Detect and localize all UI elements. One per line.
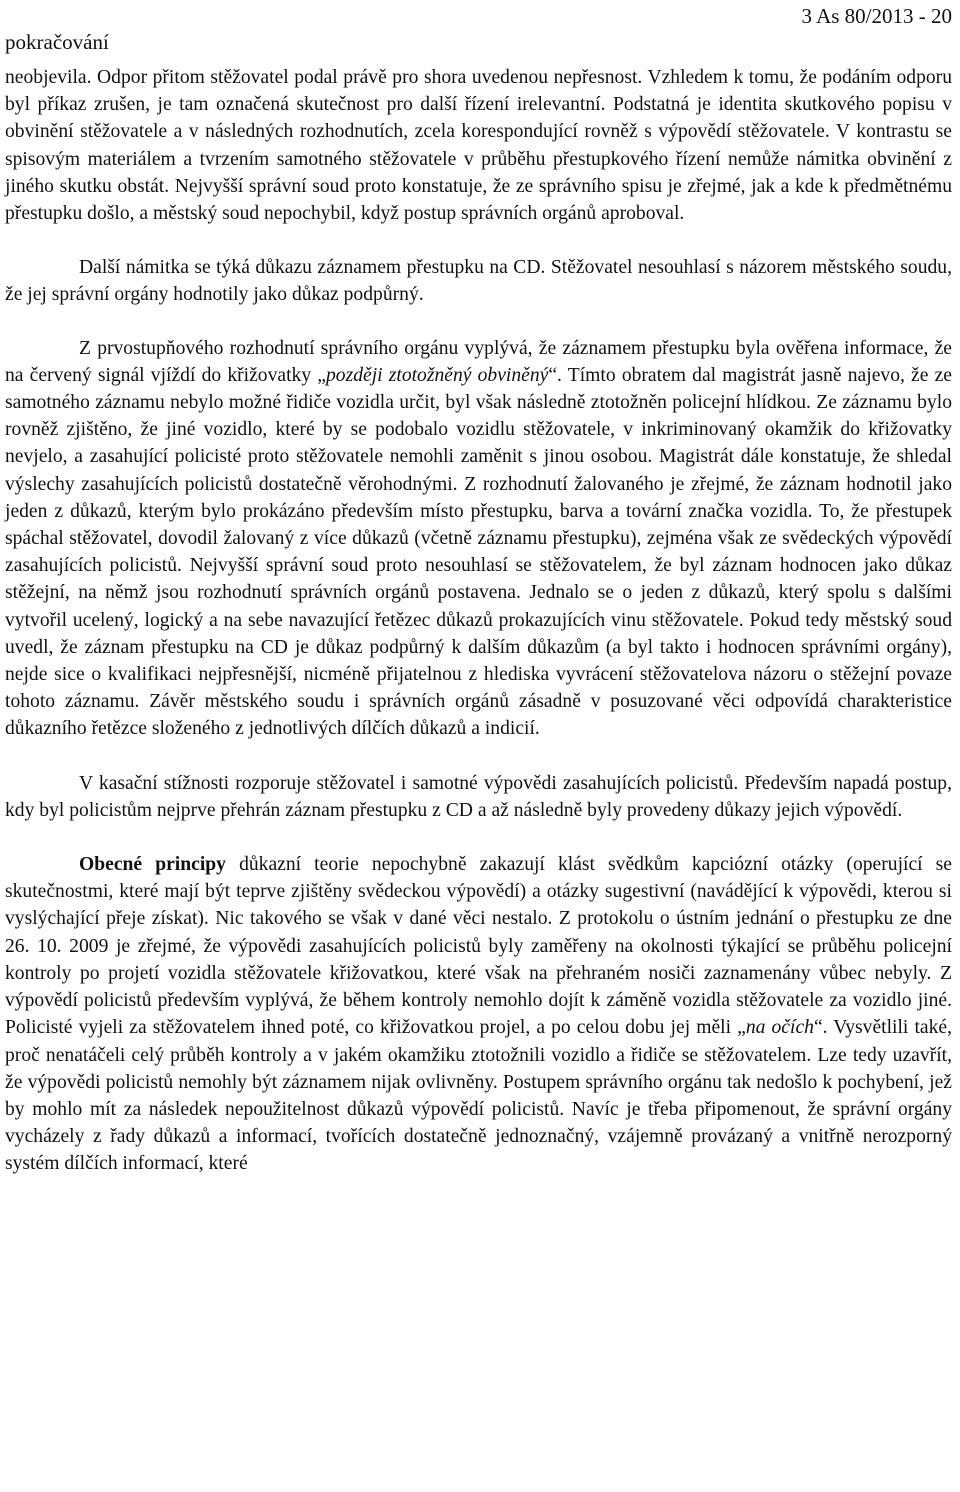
paragraph-5-text-b: “. Vysvětlili také, proč nenatáčeli celý průběh kontroly a v jakém okamžiku ztotožnili vozidlo a řidiče se stěžovatelem. Lze tedy uzavřít, že výpovědi policistů nemohly být záznamem nijak ovlivněny. Postupem správního orgánu tak nedošlo k pochybení, jež by mohlo mít za následek nepoužitelnost důkazů výpovědí policistů. Navíc je třeba připomenout, že správní orgány vycházely z řady důkazů a informací, tvořících dostatečně jednoznačný, vzájemně provázaný a vnitřně nerozporný systém dílčích informací, které <box>5 1017 952 1175</box>
case-number: 3 As 80/2013 - 20 <box>801 4 952 28</box>
paragraph-3 <box>5 335 952 743</box>
paragraph-3-text-b: “. Tímto obratem dal magistrát jasně najevo, že ze samotného záznamu nebylo možné řidiče vozidla určit, byl však následně ztotožněn policejní hlídkou. Ze záznamu bylo rovněž zjištěno, že jiné vozidlo, které by se podobalo vozidlu stěžovatele, v inkriminovaný okamžik do křižovatky nevjelo, a zasahující policisté proto stěžovatele nemohli zaměnit s jinou osobou. Magistrát dále konstatuje, že shledal výslechy zasahujících policistů dostatečně věrohodnými. Z rozhodnutí žalovaného je zřejmé, že záznam hodnotil jako jeden z důkazů, kterým bylo prokázáno především místo přestupku, barva a tovární značka vozidla. To, že přestupek spáchal stěžovatel, dovodil žalovaný z více důkazů (včetně záznamu přestupku), zejména však ze svědeckých výpovědí zasahujících policistů. Nejvyšší správní soud proto nesouhlasí se stěžovatelem, že byl záznam hodnocen jako důkaz stěžejní, na němž jsou rozhodnutí správních orgánů postavena. Jednalo se o jeden z důkazů, který spolu s dalšími vytvořil ucelený, logický a na sebe navazující řetězec důkazů prokazujících vinu stěžovatele. Pokud tedy městský soud uvedl, že záznam přestupku na CD je důkaz podpůrný k dalším důkazům (a byl takto i hodnocen správními orgány), nejde sice o kvalifikaci nejpřesnější, nicméně přijatelnou z hlediska vyvrácení stěžovatelova názoru o stěžejní povaze tohoto záznamu. Závěr městského soudu i správních orgánů zásadně v posuzované věci odpovídá charakteristice důkazního řetězce složeného z jednotlivých dílčích důkazů a indicií. <box>5 364 953 740</box>
paragraph-3-quote: později ztotožněný obviněný <box>325 364 549 386</box>
paragraph-2: Další námitka se týká důkazu záznamem přestupku na CD. Stěžovatel nesouhlasí s názorem městského soudu, že jej správní orgány hodnotily jako důkaz podpůrný. <box>5 257 952 306</box>
paragraph-5-quote: na očích <box>745 1017 814 1039</box>
paragraph-5-bold-heading: Obecné principy <box>79 854 226 876</box>
paragraph-5 <box>5 851 952 1177</box>
document-body <box>5 64 952 1205</box>
continuation-label: pokračování <box>5 30 109 54</box>
paragraph-5-text-a: důkazní teorie nepochybně zakazují klást svědkům kapciózní otázky (operující se skutečnostmi, které mají být teprve zjištěny svědeckou výpovědí) a otázky sugestivní (navádějící k výpovědi, kterou si vyslýchající přeje získat). Nic takového se však v dané věci nestalo. Z protokolu o ústním jednání o přestupku ze dne 26. 10. 2009 je zřejmé, že výpovědi zasahujících policistů byly zaměřeny na okolnosti týkající se průběhu policejní kontroly po projetí vozidla stěžovatele křižovatkou, které však na přehraném nosiči zaznamenány vůbec nebyly. Z výpovědí policistů především vyplývá, že během kontroly nemohlo dojít k záměně vozidla stěžovatele za vozidlo jiné. Policisté vyjeli za stěžovatelem ihned poté, co křižovatkou projel, a po celou dobu jej měli „ <box>5 854 952 1039</box>
paragraph-1: neobjevila. Odpor přitom stěžovatel podal právě pro shora uvedenou nepřesnost. Vzhledem k tomu, že podáním odporu byl příkaz zrušen, je tam označená skutečnost pro další řízení irelevantní. Podstatná je identita skutkového popisu v obvinění stěžovatele a v následných rozhodnutích, zcela korespondující rovněž s výpovědí stěžovatele. V kontrastu se spisovým materiálem a tvrzením samotného stěžovatele v průběhu přestupkového řízení nemůže námitka obvinění z jiného skutku obstát. Nejvyšší správní soud proto konstatuje, že ze správního spisu je zřejmé, jak a kde k předmětnému přestupku došlo, a městský soud nepochybil, když postup správních orgánů aproboval. <box>5 67 952 225</box>
paragraph-4: V kasační stížnosti rozporuje stěžovatel i samotné výpovědi zasahujících policistů. Především napadá postup, kdy byl policistům nejprve přehrán záznam přestupku z CD a až následně byly provedeny důkazy jejich výpovědí. <box>5 772 952 821</box>
paragraph-3-text-a: Z prvostupňového rozhodnutí správního orgánu vyplývá, že záznamem přestupku byla ověřena informace, že na červený signál vjíždí do křižovatky „ <box>5 337 952 386</box>
page-header <box>5 0 952 60</box>
